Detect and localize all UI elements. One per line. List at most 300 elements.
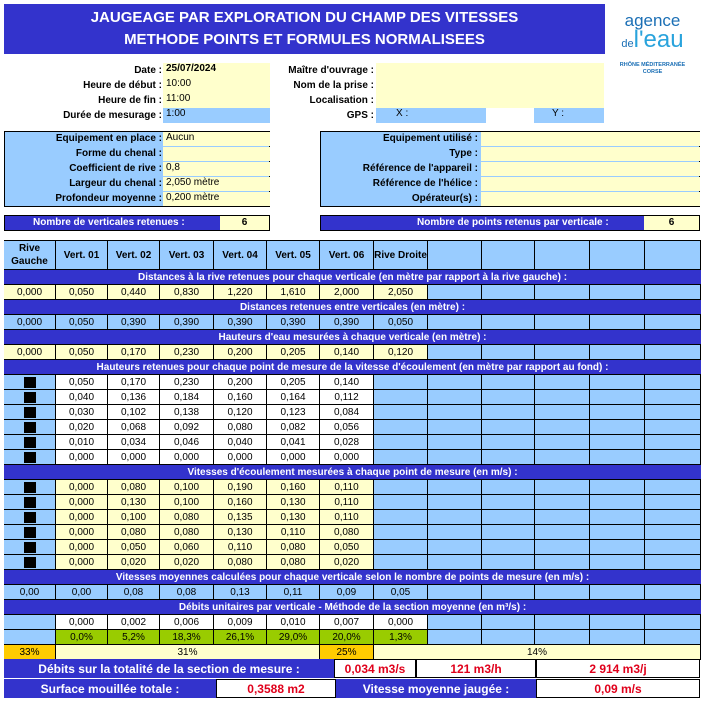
- debit-percentage-cell: 1,3%: [374, 630, 428, 645]
- empty-cell: [374, 555, 428, 570]
- logo-subtitle-1: RHÔNE MÉDITERRANÉE: [619, 62, 686, 68]
- empty-cell: [645, 390, 701, 405]
- distance-verticale-cell[interactable]: 0,390: [267, 315, 320, 330]
- hauteur-point-cell: 0,046: [160, 435, 214, 450]
- label-localisation: Localisation :: [309, 95, 374, 106]
- vitesse-moyenne-cell[interactable]: 0,08: [108, 585, 160, 600]
- vitesse-cell[interactable]: 0,000: [56, 510, 108, 525]
- agence-de-leau-logo: [605, 4, 700, 80]
- vitesse-cell[interactable]: 0,130: [214, 525, 267, 540]
- equip-right-label: Type :: [449, 148, 478, 159]
- distance-verticale-cell: [645, 315, 701, 330]
- title-line-1: JAUGEAGE PAR EXPLORATION DU CHAMP DES VITESSES: [90, 9, 519, 26]
- distance-verticale-cell[interactable]: 0,390: [108, 315, 160, 330]
- empty-cell: [645, 510, 701, 525]
- empty-cell: [645, 630, 701, 645]
- value-localisation[interactable]: [376, 93, 604, 108]
- hauteur-point-cell: 0,170: [108, 375, 160, 390]
- hauteur-cell[interactable]: 0,205: [267, 345, 320, 360]
- surface-value: 0,3588 m2: [216, 679, 336, 698]
- logo-word-de: de: [621, 38, 634, 50]
- hauteur-point-cell: 0,092: [160, 420, 214, 435]
- logo-word-leau: l'eau: [633, 26, 684, 53]
- vitesse-cell[interactable]: 0,110: [320, 495, 374, 510]
- table-header-cell: [645, 241, 701, 270]
- label-maitre-ouvrage: Maître d'ouvrage :: [288, 65, 374, 76]
- verticals-count-value[interactable]: 6: [220, 216, 269, 230]
- equip-right-label: Référence de l'hélice :: [372, 178, 478, 189]
- vitesse-moyenne-cell[interactable]: 0,13: [214, 585, 267, 600]
- empty-cell: [428, 375, 482, 390]
- empty-cell: [428, 450, 482, 465]
- point-marker-cell: [4, 480, 56, 495]
- hauteur-cell[interactable]: 0,050: [56, 345, 108, 360]
- empty-cell: [482, 405, 535, 420]
- vitesse-cell[interactable]: 0,000: [56, 540, 108, 555]
- empty-cell: [590, 420, 645, 435]
- empty-cell: [428, 405, 482, 420]
- empty-cell: [374, 450, 428, 465]
- distance-rive-cell: [535, 285, 590, 300]
- empty-cell: [535, 375, 590, 390]
- point-marker-cell: [4, 555, 56, 570]
- distance-rive-cell: 0,000: [4, 285, 56, 300]
- empty-cell: [374, 420, 428, 435]
- vitesse-moyenne-label: Vitesse moyenne jaugée :: [336, 679, 536, 698]
- vitesse-moyenne-cell[interactable]: 0,00: [56, 585, 108, 600]
- empty-cell: [4, 630, 56, 645]
- hauteur-point-cell: 0,000: [320, 450, 374, 465]
- label-gps: GPS :: [346, 110, 374, 121]
- vitesse-cell[interactable]: 0,130: [267, 495, 320, 510]
- distance-rive-cell: [590, 285, 645, 300]
- vitesse-cell[interactable]: 0,020: [108, 555, 160, 570]
- point-marker-square: [24, 437, 36, 448]
- vitesse-moyenne-cell[interactable]: 0,09: [320, 585, 374, 600]
- percentage-group-cell: 31%: [56, 645, 320, 660]
- empty-cell: [482, 615, 535, 630]
- hauteur-point-cell: 0,034: [108, 435, 160, 450]
- hauteur-cell: [482, 345, 535, 360]
- empty-cell: [428, 420, 482, 435]
- empty-cell: [374, 375, 428, 390]
- empty-cell: [428, 615, 482, 630]
- equip-right-value[interactable]: [481, 192, 700, 206]
- empty-cell: [482, 390, 535, 405]
- empty-cell: [428, 555, 482, 570]
- hauteur-point-cell: 0,056: [320, 420, 374, 435]
- vitesse-moyenne-cell: [428, 585, 482, 600]
- debit-cell: 0,000: [56, 615, 108, 630]
- label-date: Date :: [134, 65, 162, 76]
- title-line-2: METHODE POINTS ET FORMULES NORMALISEES: [124, 31, 485, 48]
- table-header-cell: Rive Gauche: [4, 241, 56, 270]
- table-header-cell: Vert. 01: [56, 241, 108, 270]
- gps-x-label: X :: [396, 108, 409, 119]
- empty-cell: [482, 555, 535, 570]
- debit-m3s-value: 0,034 m3/s: [334, 659, 416, 678]
- distance-verticale-cell: [428, 315, 482, 330]
- equip-left-label: Equipement en place :: [55, 133, 162, 144]
- debit-percentage-cell: 18,3%: [160, 630, 214, 645]
- table-header-cell: Vert. 05: [267, 241, 320, 270]
- empty-cell: [590, 450, 645, 465]
- empty-cell: [482, 450, 535, 465]
- point-marker-square: [24, 542, 36, 553]
- distance-rive-cell[interactable]: 0,050: [56, 285, 108, 300]
- hauteur-point-cell: 0,000: [267, 450, 320, 465]
- empty-cell: [535, 450, 590, 465]
- empty-cell: [374, 435, 428, 450]
- point-marker-cell: [4, 375, 56, 390]
- point-marker-square: [24, 557, 36, 568]
- gps-x-field[interactable]: [376, 108, 486, 123]
- point-marker-square: [24, 392, 36, 403]
- empty-cell: [645, 525, 701, 540]
- point-marker-square: [24, 482, 36, 493]
- vitesse-cell[interactable]: 0,080: [160, 525, 214, 540]
- hauteur-point-cell: 0,000: [214, 450, 267, 465]
- empty-cell: [428, 390, 482, 405]
- empty-cell: [374, 495, 428, 510]
- hauteur-point-cell: 0,138: [160, 405, 214, 420]
- label-nom-prise: Nom de la prise :: [293, 80, 374, 91]
- vitesse-cell[interactable]: 0,050: [108, 540, 160, 555]
- debits-total-label: Débits sur la totalité de la section de mesure :: [4, 659, 334, 678]
- vitesse-cell[interactable]: 0,050: [320, 540, 374, 555]
- debit-cell: 0,009: [214, 615, 267, 630]
- equip-left-value[interactable]: 0,200 mètre: [163, 192, 270, 206]
- empty-cell: [590, 495, 645, 510]
- point-marker-cell: [4, 540, 56, 555]
- surface-label: Surface mouillée totale :: [4, 679, 216, 698]
- hauteur-point-cell: 0,068: [108, 420, 160, 435]
- gps-y-field[interactable]: [534, 108, 604, 123]
- section-distances-verticales: Distances retenues entre verticales (en mètre) :: [4, 300, 701, 315]
- vitesse-cell[interactable]: 0,110: [320, 480, 374, 495]
- debit-m3j-value: 2 914 m3/j: [536, 659, 700, 678]
- empty-cell: [645, 450, 701, 465]
- point-marker-square: [24, 407, 36, 418]
- empty-cell: [374, 405, 428, 420]
- hauteur-cell: [535, 345, 590, 360]
- empty-cell: [535, 525, 590, 540]
- section-hauteurs: Hauteurs d'eau mesurées à chaque verticale (en mètre) :: [4, 330, 701, 345]
- vitesse-cell[interactable]: 0,190: [214, 480, 267, 495]
- empty-cell: [374, 390, 428, 405]
- hauteur-point-cell: 0,164: [267, 390, 320, 405]
- empty-cell: [645, 495, 701, 510]
- vitesse-cell[interactable]: 0,130: [267, 510, 320, 525]
- hauteur-cell[interactable]: 0,230: [160, 345, 214, 360]
- empty-cell: [535, 390, 590, 405]
- equip-right-value[interactable]: [481, 132, 700, 146]
- vitesse-cell[interactable]: 0,080: [267, 555, 320, 570]
- point-marker-cell: [4, 435, 56, 450]
- point-marker-cell: [4, 495, 56, 510]
- hauteur-cell: 0,000: [4, 345, 56, 360]
- distance-verticale-cell[interactable]: 0,390: [160, 315, 214, 330]
- hauteur-point-cell: 0,140: [320, 375, 374, 390]
- empty-cell: [482, 510, 535, 525]
- empty-cell: [428, 510, 482, 525]
- value-heure-fin[interactable]: 11:00: [163, 93, 270, 108]
- section-hauteurs-points: Hauteurs retenues pour chaque point de mesure de la vitesse d'écoulement (en mètre par rapport au fond) :: [4, 360, 701, 375]
- table-header-cell: Vert. 02: [108, 241, 160, 270]
- debit-percentage-cell: 29,0%: [267, 630, 320, 645]
- vitesse-cell[interactable]: 0,000: [56, 525, 108, 540]
- value-date[interactable]: 25/07/2024: [163, 63, 270, 78]
- hauteur-point-cell: 0,041: [267, 435, 320, 450]
- empty-cell: [590, 540, 645, 555]
- vitesse-cell[interactable]: 0,100: [108, 510, 160, 525]
- vitesse-cell[interactable]: 0,160: [267, 480, 320, 495]
- equip-left-label: Largeur du chenal :: [69, 178, 162, 189]
- empty-cell: [535, 540, 590, 555]
- empty-cell: [428, 435, 482, 450]
- hauteur-point-cell: 0,030: [56, 405, 108, 420]
- hauteur-point-cell: 0,028: [320, 435, 374, 450]
- title-banner: [4, 4, 605, 54]
- empty-cell: [590, 435, 645, 450]
- debit-cell: 0,002: [108, 615, 160, 630]
- distance-rive-cell: [645, 285, 701, 300]
- vitesse-cell[interactable]: 0,110: [320, 510, 374, 525]
- vitesse-cell[interactable]: 0,020: [160, 555, 214, 570]
- vitesse-cell[interactable]: 0,000: [56, 480, 108, 495]
- distance-verticale-cell[interactable]: 0,050: [56, 315, 108, 330]
- vitesse-cell[interactable]: 0,060: [160, 540, 214, 555]
- empty-cell: [535, 555, 590, 570]
- empty-cell: [590, 480, 645, 495]
- distance-verticale-cell: 0,000: [4, 315, 56, 330]
- empty-cell: [590, 390, 645, 405]
- hauteur-point-cell: 0,040: [56, 390, 108, 405]
- empty-cell: [482, 540, 535, 555]
- vitesse-cell[interactable]: 0,080: [108, 525, 160, 540]
- vitesse-moyenne-cell[interactable]: 0,05: [374, 585, 428, 600]
- debit-cell: 0,007: [320, 615, 374, 630]
- table-header-cell: [590, 241, 645, 270]
- empty-cell: [645, 405, 701, 420]
- hauteur-point-cell: 0,112: [320, 390, 374, 405]
- percentage-group-cell: 33%: [4, 645, 56, 660]
- hauteur-point-cell: 0,080: [214, 420, 267, 435]
- distance-rive-cell[interactable]: 1,610: [267, 285, 320, 300]
- debit-cell: 0,000: [374, 615, 428, 630]
- percentage-group-cell: 14%: [374, 645, 701, 660]
- empty-cell: [374, 510, 428, 525]
- distance-verticale-cell[interactable]: 0,050: [374, 315, 428, 330]
- hauteur-cell[interactable]: 0,140: [320, 345, 374, 360]
- empty-cell: [535, 480, 590, 495]
- point-marker-square: [24, 497, 36, 508]
- empty-cell: [535, 510, 590, 525]
- debit-m3h-value: 121 m3/h: [416, 659, 536, 678]
- empty-cell: [428, 525, 482, 540]
- vitesse-cell[interactable]: 0,000: [56, 555, 108, 570]
- hauteur-point-cell: 0,205: [267, 375, 320, 390]
- vitesse-moyenne-cell: [482, 585, 535, 600]
- label-heure-fin: Heure de fin :: [98, 95, 162, 106]
- equip-left-value[interactable]: [163, 147, 270, 161]
- empty-cell: [482, 480, 535, 495]
- label-heure-debut: Heure de début :: [83, 80, 162, 91]
- verticals-count-bar: [4, 215, 270, 231]
- value-nom-prise[interactable]: [376, 78, 604, 93]
- empty-cell: [482, 525, 535, 540]
- vitesse-moyenne-cell: [535, 585, 590, 600]
- vitesse-cell[interactable]: 0,130: [108, 495, 160, 510]
- point-marker-cell: [4, 405, 56, 420]
- hauteur-point-cell: 0,123: [267, 405, 320, 420]
- empty-cell: [535, 435, 590, 450]
- vitesse-cell[interactable]: 0,080: [267, 540, 320, 555]
- empty-cell: [428, 630, 482, 645]
- empty-cell: [645, 555, 701, 570]
- hauteur-cell[interactable]: 0,170: [108, 345, 160, 360]
- vitesse-cell[interactable]: 0,110: [214, 540, 267, 555]
- vitesse-cell[interactable]: 0,080: [214, 555, 267, 570]
- equip-right-label: Equipement utilisé :: [382, 133, 478, 144]
- vitesse-cell[interactable]: 0,135: [214, 510, 267, 525]
- equip-left-value[interactable]: Aucun: [163, 132, 270, 146]
- empty-cell: [590, 615, 645, 630]
- debit-percentage-cell: 26,1%: [214, 630, 267, 645]
- hauteur-point-cell: 0,184: [160, 390, 214, 405]
- point-marker-square: [24, 512, 36, 523]
- empty-cell: [645, 375, 701, 390]
- distance-verticale-cell[interactable]: 0,390: [320, 315, 374, 330]
- vitesse-cell[interactable]: 0,160: [214, 495, 267, 510]
- hauteur-cell: [428, 345, 482, 360]
- vitesse-cell[interactable]: 0,080: [108, 480, 160, 495]
- label-duree: Durée de mesurage :: [63, 110, 162, 121]
- gps-y-label: Y :: [552, 108, 565, 119]
- point-marker-cell: [4, 450, 56, 465]
- debit-percentage-cell: 20,0%: [320, 630, 374, 645]
- equip-right-value[interactable]: [481, 177, 700, 191]
- equip-left-label: Forme du chenal :: [75, 148, 162, 159]
- value-duree[interactable]: 1:00: [163, 108, 270, 123]
- empty-cell: [4, 615, 56, 630]
- empty-cell: [645, 540, 701, 555]
- equip-right-value[interactable]: [481, 162, 700, 176]
- logo-word-agence: agence: [624, 11, 681, 30]
- logo-subtitle-2: CORSE: [642, 69, 663, 75]
- hauteur-point-cell: 0,160: [214, 390, 267, 405]
- hauteur-point-cell: 0,084: [320, 405, 374, 420]
- debit-cell: 0,010: [267, 615, 320, 630]
- distance-rive-cell: [428, 285, 482, 300]
- vitesse-moyenne-cell[interactable]: 0,11: [267, 585, 320, 600]
- hauteur-point-cell: 0,010: [56, 435, 108, 450]
- vitesse-moyenne-cell[interactable]: 0,08: [160, 585, 214, 600]
- table-header-cell: Vert. 06: [320, 241, 374, 270]
- hauteur-point-cell: 0,050: [56, 375, 108, 390]
- vitesse-cell[interactable]: 0,110: [267, 525, 320, 540]
- empty-cell: [535, 630, 590, 645]
- vitesse-moyenne-cell: 0,00: [4, 585, 56, 600]
- hauteur-point-cell: 0,000: [160, 450, 214, 465]
- hauteur-point-cell: 0,200: [214, 375, 267, 390]
- equip-left-value[interactable]: 2,050 mètre: [163, 177, 270, 191]
- empty-cell: [535, 420, 590, 435]
- vitesse-cell[interactable]: 0,080: [320, 525, 374, 540]
- empty-cell: [428, 480, 482, 495]
- hauteur-cell[interactable]: 0,200: [214, 345, 267, 360]
- point-marker-square: [24, 452, 36, 463]
- empty-cell: [535, 615, 590, 630]
- hauteur-point-cell: 0,102: [108, 405, 160, 420]
- vitesse-moyenne-cell: [645, 585, 701, 600]
- vitesse-moyenne-value: 0,09 m/s: [536, 679, 700, 698]
- empty-cell: [482, 375, 535, 390]
- empty-cell: [645, 420, 701, 435]
- points-count-value[interactable]: 6: [644, 216, 699, 230]
- equip-left-label: Profondeur moyenne :: [55, 193, 162, 204]
- distance-verticale-cell: [482, 315, 535, 330]
- empty-cell: [590, 630, 645, 645]
- table-header-cell: Rive Droite: [374, 241, 428, 270]
- empty-cell: [482, 420, 535, 435]
- distance-rive-cell[interactable]: 2,050: [374, 285, 428, 300]
- empty-cell: [374, 480, 428, 495]
- distance-verticale-cell[interactable]: 0,390: [214, 315, 267, 330]
- empty-cell: [535, 405, 590, 420]
- distance-rive-cell[interactable]: 2,000: [320, 285, 374, 300]
- empty-cell: [482, 630, 535, 645]
- equip-right-value[interactable]: [481, 147, 700, 161]
- hauteur-cell[interactable]: 0,120: [374, 345, 428, 360]
- vitesse-cell[interactable]: 0,100: [160, 495, 214, 510]
- hauteur-point-cell: 0,120: [214, 405, 267, 420]
- point-marker-cell: [4, 420, 56, 435]
- point-marker-cell: [4, 525, 56, 540]
- empty-cell: [482, 495, 535, 510]
- value-maitre-ouvrage[interactable]: [376, 63, 604, 78]
- hauteur-point-cell: 0,040: [214, 435, 267, 450]
- table-header-cell: [482, 241, 535, 270]
- section-distances-rive: Distances à la rive retenues pour chaque verticale (en mètre par rapport à la rive gauche) :: [4, 270, 701, 285]
- distance-rive-cell[interactable]: 1,220: [214, 285, 267, 300]
- table-header-cell: Vert. 04: [214, 241, 267, 270]
- hauteur-point-cell: 0,000: [56, 450, 108, 465]
- percentage-group-cell: 25%: [320, 645, 374, 660]
- vitesse-cell[interactable]: 0,000: [56, 495, 108, 510]
- empty-cell: [590, 405, 645, 420]
- hauteur-point-cell: 0,230: [160, 375, 214, 390]
- empty-cell: [645, 480, 701, 495]
- value-heure-debut[interactable]: 10:00: [163, 78, 270, 93]
- point-marker-square: [24, 422, 36, 433]
- distance-rive-cell[interactable]: 0,830: [160, 285, 214, 300]
- equip-right-label: Référence de l'appareil :: [362, 163, 478, 174]
- distance-rive-cell[interactable]: 0,440: [108, 285, 160, 300]
- empty-cell: [645, 435, 701, 450]
- vitesse-cell[interactable]: 0,100: [160, 480, 214, 495]
- equip-left-label: Coefficient de rive :: [69, 163, 162, 174]
- equip-left-value[interactable]: 0,8: [163, 162, 270, 176]
- distance-verticale-cell: [590, 315, 645, 330]
- empty-cell: [645, 615, 701, 630]
- point-marker-square: [24, 377, 36, 388]
- vitesse-cell[interactable]: 0,080: [160, 510, 214, 525]
- table-header-cell: [428, 241, 482, 270]
- section-vitesses-moyennes: Vitesses moyennes calculées pour chaque verticale selon le nombre de points de mesure (en m/s) :: [4, 570, 701, 585]
- vitesse-cell[interactable]: 0,020: [320, 555, 374, 570]
- table-header-cell: Vert. 03: [160, 241, 214, 270]
